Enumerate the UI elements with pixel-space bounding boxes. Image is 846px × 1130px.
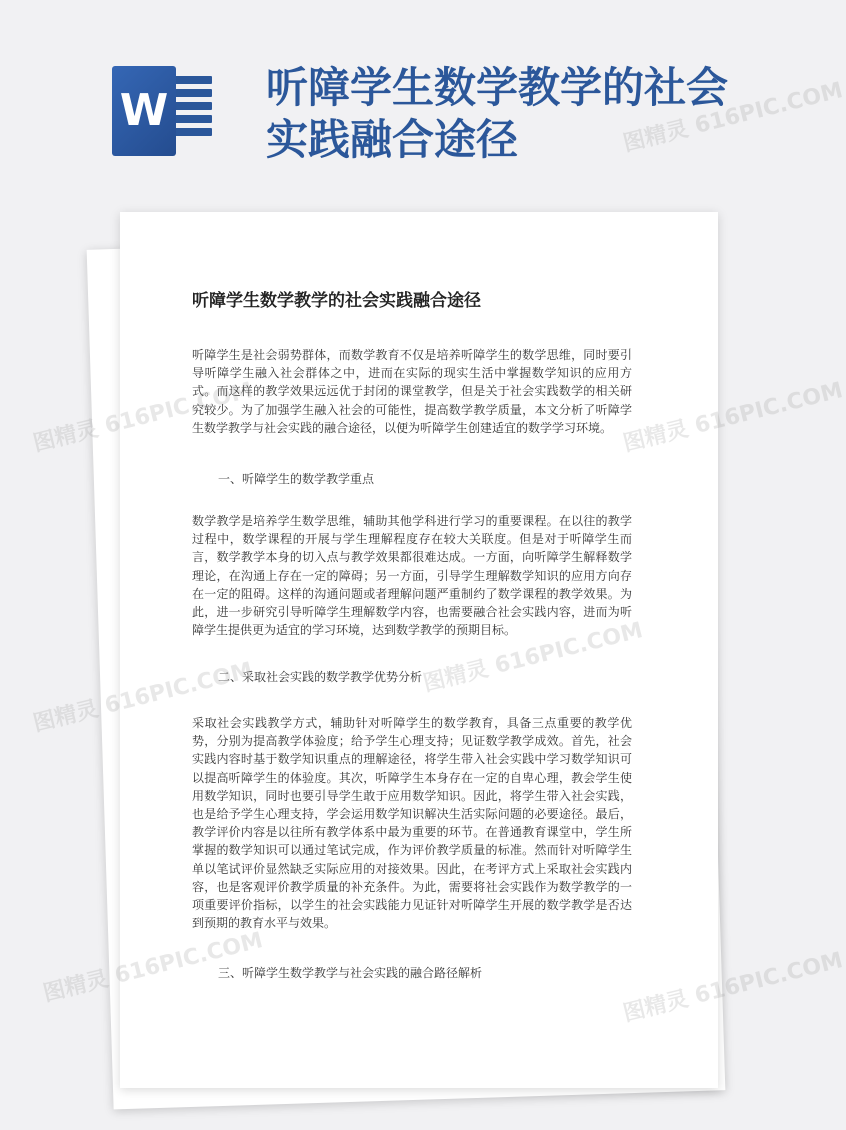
watermark: 图精灵 616PIC.COM [40, 928, 266, 1007]
watermark: 图精灵 616PIC.COM [30, 378, 256, 457]
word-document-icon [112, 66, 212, 156]
section-heading-1: 一、听障学生的数学教学重点 [218, 472, 375, 486]
watermark: 图精灵 616PIC.COM [420, 618, 646, 697]
document-title: 听障学生数学教学的社会实践融合途径 [192, 291, 481, 311]
section-body-2: 采取社会实践教学方式，辅助针对听障学生的数学教育，具备三点重要的教学优势，分别为提高教学体验度；给予学生心理支持；见证数学教学成效。首先，社会实践内容时基于数学知识重点的理解途径，将学生带入社会实践中学习数学知识可以提高听障学生的体验度。其次，听障学生本身存在一定的自卑心理，教会学生使用数学知识，同时也要引导学生敢于应用数学知识。因此，将学生带入社会实践，也是给予学生心理支持，学会运用数学知识解决生活实际问题的必要途径。最后，教学评价内容是以往所有教学体系中最为重要的环节。在普通教育课堂中，学生所掌握的数学知识可以通过笔试完成，作为评价教学质量的标准。然而针对听障学生单以笔试评价显然缺乏实际应用的对接效果。因此，在考评方式上采取社会实践内容，也是客观评价教学质量的补充条件。为此，需要将社会实践作为数学教学的一项重要评价指标，以学生的社会实践能力见证针对听障学生开展的数学教学是否达到预期的教育水平与效果。 [192, 716, 632, 931]
header [0, 0, 800, 200]
intro-paragraph: 听障学生是社会弱势群体，而数学教育不仅是培养听障学生的数学思维，同时要引导听障学生融入社会群体之中，进而在实际的现实生活中掌握数学知识的应用方式。而这样的教学效果远远优于封闭的课堂教学，但是关于社会实践数学的相关研究较少。为了加强学生融入社会的可能性，提高数学教学质量，本文分析了听障学生数学教学与社会实践的融合途径，以便为听障学生创建适宜的数学学习环境。 [192, 348, 632, 435]
watermark: 图精灵 616PIC.COM [620, 948, 846, 1027]
section-heading-3: 三、听障学生数学教学与社会实践的融合路径解析 [218, 966, 483, 980]
watermark: 图精灵 616PIC.COM [620, 378, 846, 457]
word-logo-letter: W [112, 66, 176, 156]
watermark: 图精灵 616PIC.COM [620, 78, 846, 157]
page-title: 听障学生数学教学的社会实践融合途径 [266, 63, 729, 164]
document-page [120, 212, 718, 1088]
watermark: 图精灵 616PIC.COM [30, 658, 256, 737]
section-heading-2: 二、采取社会实践的数学教学优势分析 [218, 670, 423, 684]
section-body-1: 数学教学是培养学生数学思维，辅助其他学科进行学习的重要课程。在以往的教学过程中，数学课程的开展与学生理解程度存在较大关联度。但是对于听障学生而言，数学教学本身的切入点与教学效果都很难达成。一方面，向听障学生解释数学理论，在沟通上存在一定的障碍；另一方面，引导学生理解数学知识的应用方向存在一定的阻碍。这样的沟通问题或者理解问题严重制约了数学课程的教学效果。为此，进一步研究引导听障学生理解数学内容，也需要融合社会实践内容，进而为听障学生提供更为适宜的学习环境，达到数学教学的预期目标。 [192, 514, 632, 638]
